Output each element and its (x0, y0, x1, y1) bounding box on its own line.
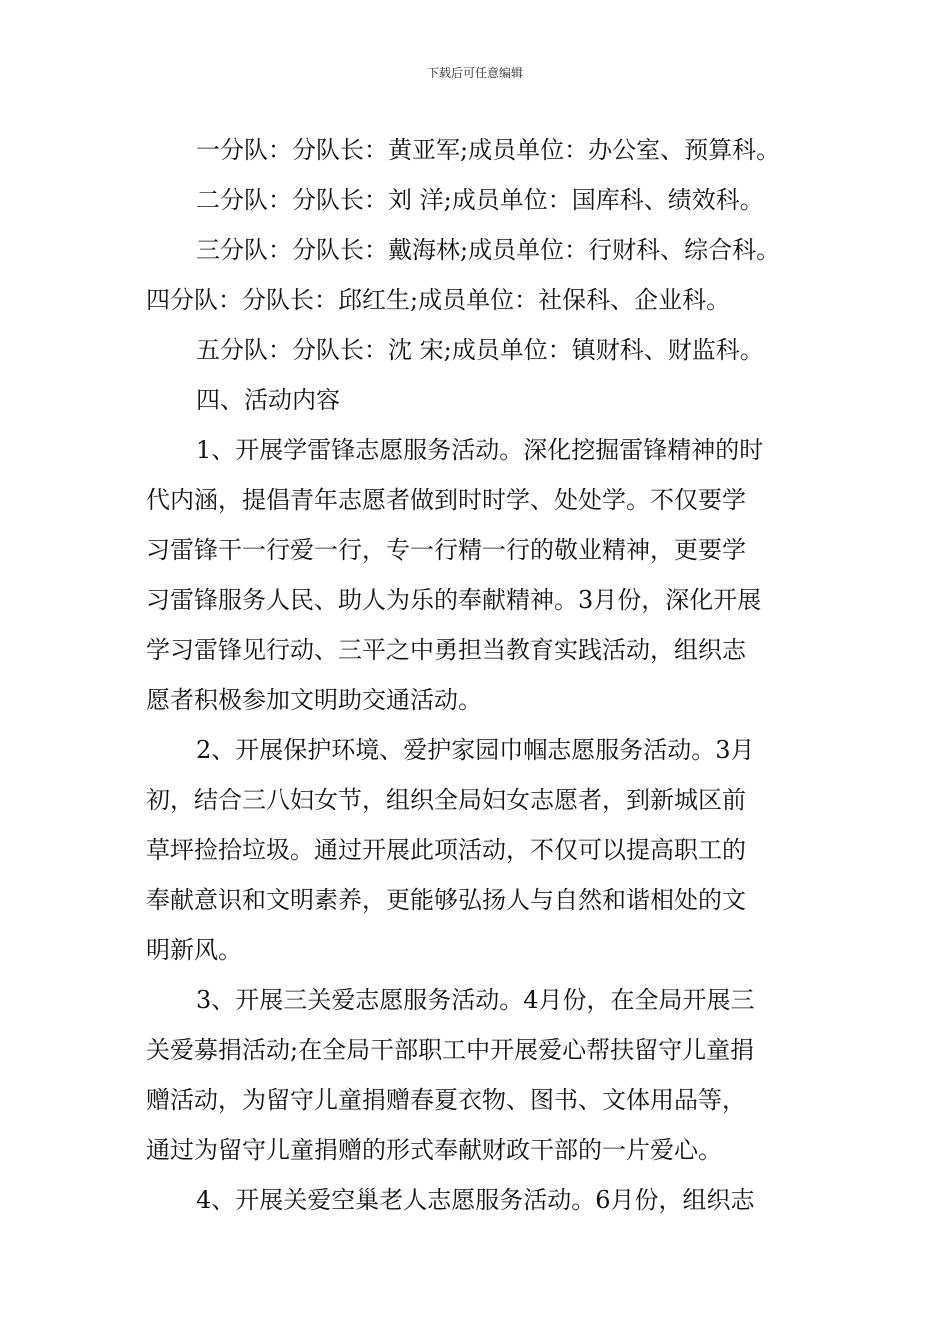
paragraph-line: 明新风。 (146, 936, 242, 964)
paragraph-line: 习雷锋服务人民、助人为乐的奉献精神。3月份，深化开展 (146, 586, 762, 614)
page-header: 下载后可任意编辑 (426, 66, 523, 80)
paragraph-line: 学习雷锋见行动、三平之中勇担当教育实践活动，组织志 (146, 636, 746, 664)
paragraph-line: 关爱募捐活动;在全局干部职工中开展爱心帮扶留守儿童捐 (146, 1036, 755, 1064)
team-5-line: 五分队：分队长：沈 宋;成员单位：镇财科、财监科。 (196, 336, 764, 364)
paragraph-line: 习雷锋干一行爱一行，专一行精一行的敬业精神，更要学 (146, 536, 746, 564)
paragraph-line: 奉献意识和文明素养，更能够弘扬人与自然和谐相处的文 (146, 886, 746, 914)
team-4-line: 四分队：分队长：邱红生;成员单位：社保科、企业科。 (146, 286, 731, 314)
team-2-line: 二分队：分队长：刘 洋;成员单位：国库科、绩效科。 (196, 186, 764, 214)
paragraph-line: 赠活动，为留守儿童捐赠春夏衣物、图书、文体用品等， (146, 1086, 746, 1114)
paragraph-line: 3、开展三关爱志愿服务活动。4月份，在全局开展三 (196, 986, 755, 1014)
paragraph-line: 1、开展学雷锋志愿服务活动。深化挖掘雷锋精神的时 (196, 436, 764, 464)
paragraph-line: 愿者积极参加文明助交通活动。 (146, 686, 482, 714)
section-heading: 四、活动内容 (196, 386, 340, 414)
paragraph-line: 通过为留守儿童捐赠的形式奉献财政干部的一片爱心。 (146, 1136, 722, 1164)
team-1-line: 一分队：分队长：黄亚军;成员单位：办公室、预算科。 (196, 136, 781, 164)
paragraph-line: 草坪捡拾垃圾。通过开展此项活动，不仅可以提高职工的 (146, 836, 746, 864)
paragraph-line: 4、开展关爱空巢老人志愿服务活动。6月份，组织志 (196, 1186, 755, 1214)
paragraph-line: 代内涵，提倡青年志愿者做到时时学、处处学。不仅要学 (146, 486, 746, 514)
paragraph-line: 初，结合三八妇女节，组织全局妇女志愿者，到新城区前 (146, 786, 746, 814)
document-body (146, 134, 826, 1234)
team-3-line: 三分队：分队长：戴海林;成员单位：行财科、综合科。 (196, 236, 781, 264)
paragraph-line: 2、开展保护环境、爱护家园巾帼志愿服务活动。3月 (196, 736, 755, 764)
